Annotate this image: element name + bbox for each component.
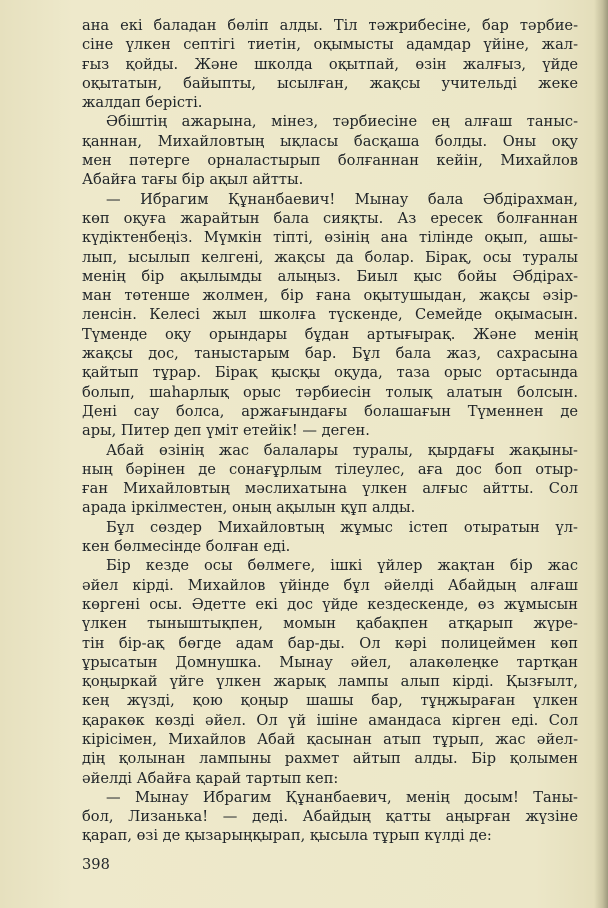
text-line: қаракөк көзді әйел. Ол үй ішіне амандаса кірген еді. Сол bbox=[82, 711, 578, 729]
text-line: ның бәрінен де сонағұрлым тілеулес, аға дос боп отыр- bbox=[82, 460, 578, 478]
text-line: қайтып тұрар. Бірақ қысқы оқуда, таза орыс ортасында bbox=[82, 364, 578, 382]
text-line: күдіктенбеңіз. Мүмкін тіпті, өзінің ана тілінде оқып, ашы- bbox=[82, 229, 578, 247]
text-line: кірісімен, Михайлов Абай қасынан атып тұрып, жас әйел- bbox=[82, 730, 578, 748]
text-line: кен бөлмесінде болған еді. bbox=[82, 538, 291, 556]
text-line: Әбіштің ажарына, мінез, тәрбиесіне ең алғаш таныс- bbox=[106, 113, 578, 131]
text-line: лып, ысылып келгені, жақсы да болар. Бірақ, осы туралы bbox=[82, 248, 578, 266]
text-line: Түменде оқу орындары бұдан артығырақ. Және менің bbox=[82, 325, 578, 343]
text-line: — Ибрагим Құнанбаевич! Мынау бала Әбдірахман, bbox=[106, 190, 578, 208]
text-line: сіне үлкен септігі тиетін, оқымысты адамдар үйіне, жал- bbox=[82, 36, 578, 54]
text-line: — Мынау Ибрагим Құнанбаевич, менің досым! Таны- bbox=[106, 788, 578, 806]
text-line: қаннан, Михайловтың ықласы басқаша болды. Оны оқу bbox=[82, 132, 578, 150]
body-text bbox=[82, 16, 578, 846]
text-line: жалдап берісті. bbox=[82, 94, 203, 112]
page-binding-shadow bbox=[594, 0, 608, 908]
text-line: ғыз қойды. Және школда оқытпай, өзін жалғыз, үйде bbox=[82, 55, 578, 73]
text-line: ұрысатын Домнушка. Мынау әйел, алакөлеңке тартқан bbox=[82, 653, 578, 671]
text-line: Дені сау болса, аржағындағы болашағын Түменнен де bbox=[82, 402, 578, 420]
text-line: жақсы дос, таныстарым бар. Бұл бала жаз, сахрасына bbox=[82, 345, 578, 363]
text-line: Бір кезде осы бөлмеге, ішкі үйлер жақтан бір жас bbox=[106, 557, 578, 575]
text-line: ары, Питер деп үміт етейік! — деген. bbox=[82, 422, 370, 440]
text-line: Абай өзінің жас балалары туралы, қырдағы жақыны- bbox=[106, 441, 578, 459]
text-line: Абайға тағы бір ақыл айтты. bbox=[82, 171, 304, 189]
text-line: ған Михайловтың мәслихатына үлкен алғыс айтты. Сол bbox=[82, 480, 578, 498]
text-line: оқытатын, байыпты, ысылған, жақсы учительді жеке bbox=[82, 74, 578, 92]
text-line: ленсін. Келесі жыл школға түскенде, Семейде оқымасын. bbox=[82, 306, 578, 324]
text-line: қарап, өзі де қызарыңқырап, қысыла тұрып күлді де: bbox=[82, 827, 492, 845]
text-line: қоңыркай үйге үлкен жарық лампы алып кірді. Қызғылт, bbox=[82, 673, 578, 691]
text-line: тін бір-ақ бөгде адам бар-ды. Ол кәрі полицеймен көп bbox=[82, 634, 578, 652]
text-line: ман төтенше жолмен, бір ғана оқытушыдан, жақсы әзір- bbox=[82, 287, 578, 305]
text-line: әйел кірді. Михайлов үйінде бұл әйелді Абайдың алғаш bbox=[82, 576, 578, 594]
text-line: әйелді Абайға қарай тартып кеп: bbox=[82, 769, 339, 787]
text-line: арада іркілместен, оның ақылын құп алды. bbox=[82, 499, 416, 517]
text-line: көп оқуға жарайтын бала сияқты. Аз ересек болғаннан bbox=[82, 209, 578, 227]
text-line: болып, шаһарлық орыс тәрбиесін толық алатын болсын. bbox=[82, 383, 578, 401]
text-line: Бұл сөздер Михайловтың жұмыс істеп отыратын үл- bbox=[106, 518, 578, 536]
text-line: менің бір ақылымды алыңыз. Биыл қыс бойы Әбдірах- bbox=[82, 267, 578, 285]
text-line: бол, Лизанька! — деді. Абайдың қатты аңырған жүзіне bbox=[82, 808, 578, 826]
text-line: көргені осы. Әдетте екі дос үйде кездескенде, өз жұмысын bbox=[82, 595, 578, 613]
page-number: 398 bbox=[82, 856, 110, 873]
text-line: дің қолынан лампыны рахмет айтып алды. Бір қолымен bbox=[82, 750, 578, 768]
text-line: мен пәтерге орналастырып болғаннан кейін, Михайлов bbox=[82, 152, 578, 170]
text-line: кең жүзді, қою қоңыр шашы бар, тұңжыраған үлкен bbox=[82, 692, 578, 710]
text-line: үлкен тыныштықпен, момын қабақпен атқарып жүре- bbox=[82, 615, 578, 633]
text-line: ана екі баладан бөліп алды. Тіл тәжрибесіне, бар тәрбие- bbox=[82, 17, 578, 34]
